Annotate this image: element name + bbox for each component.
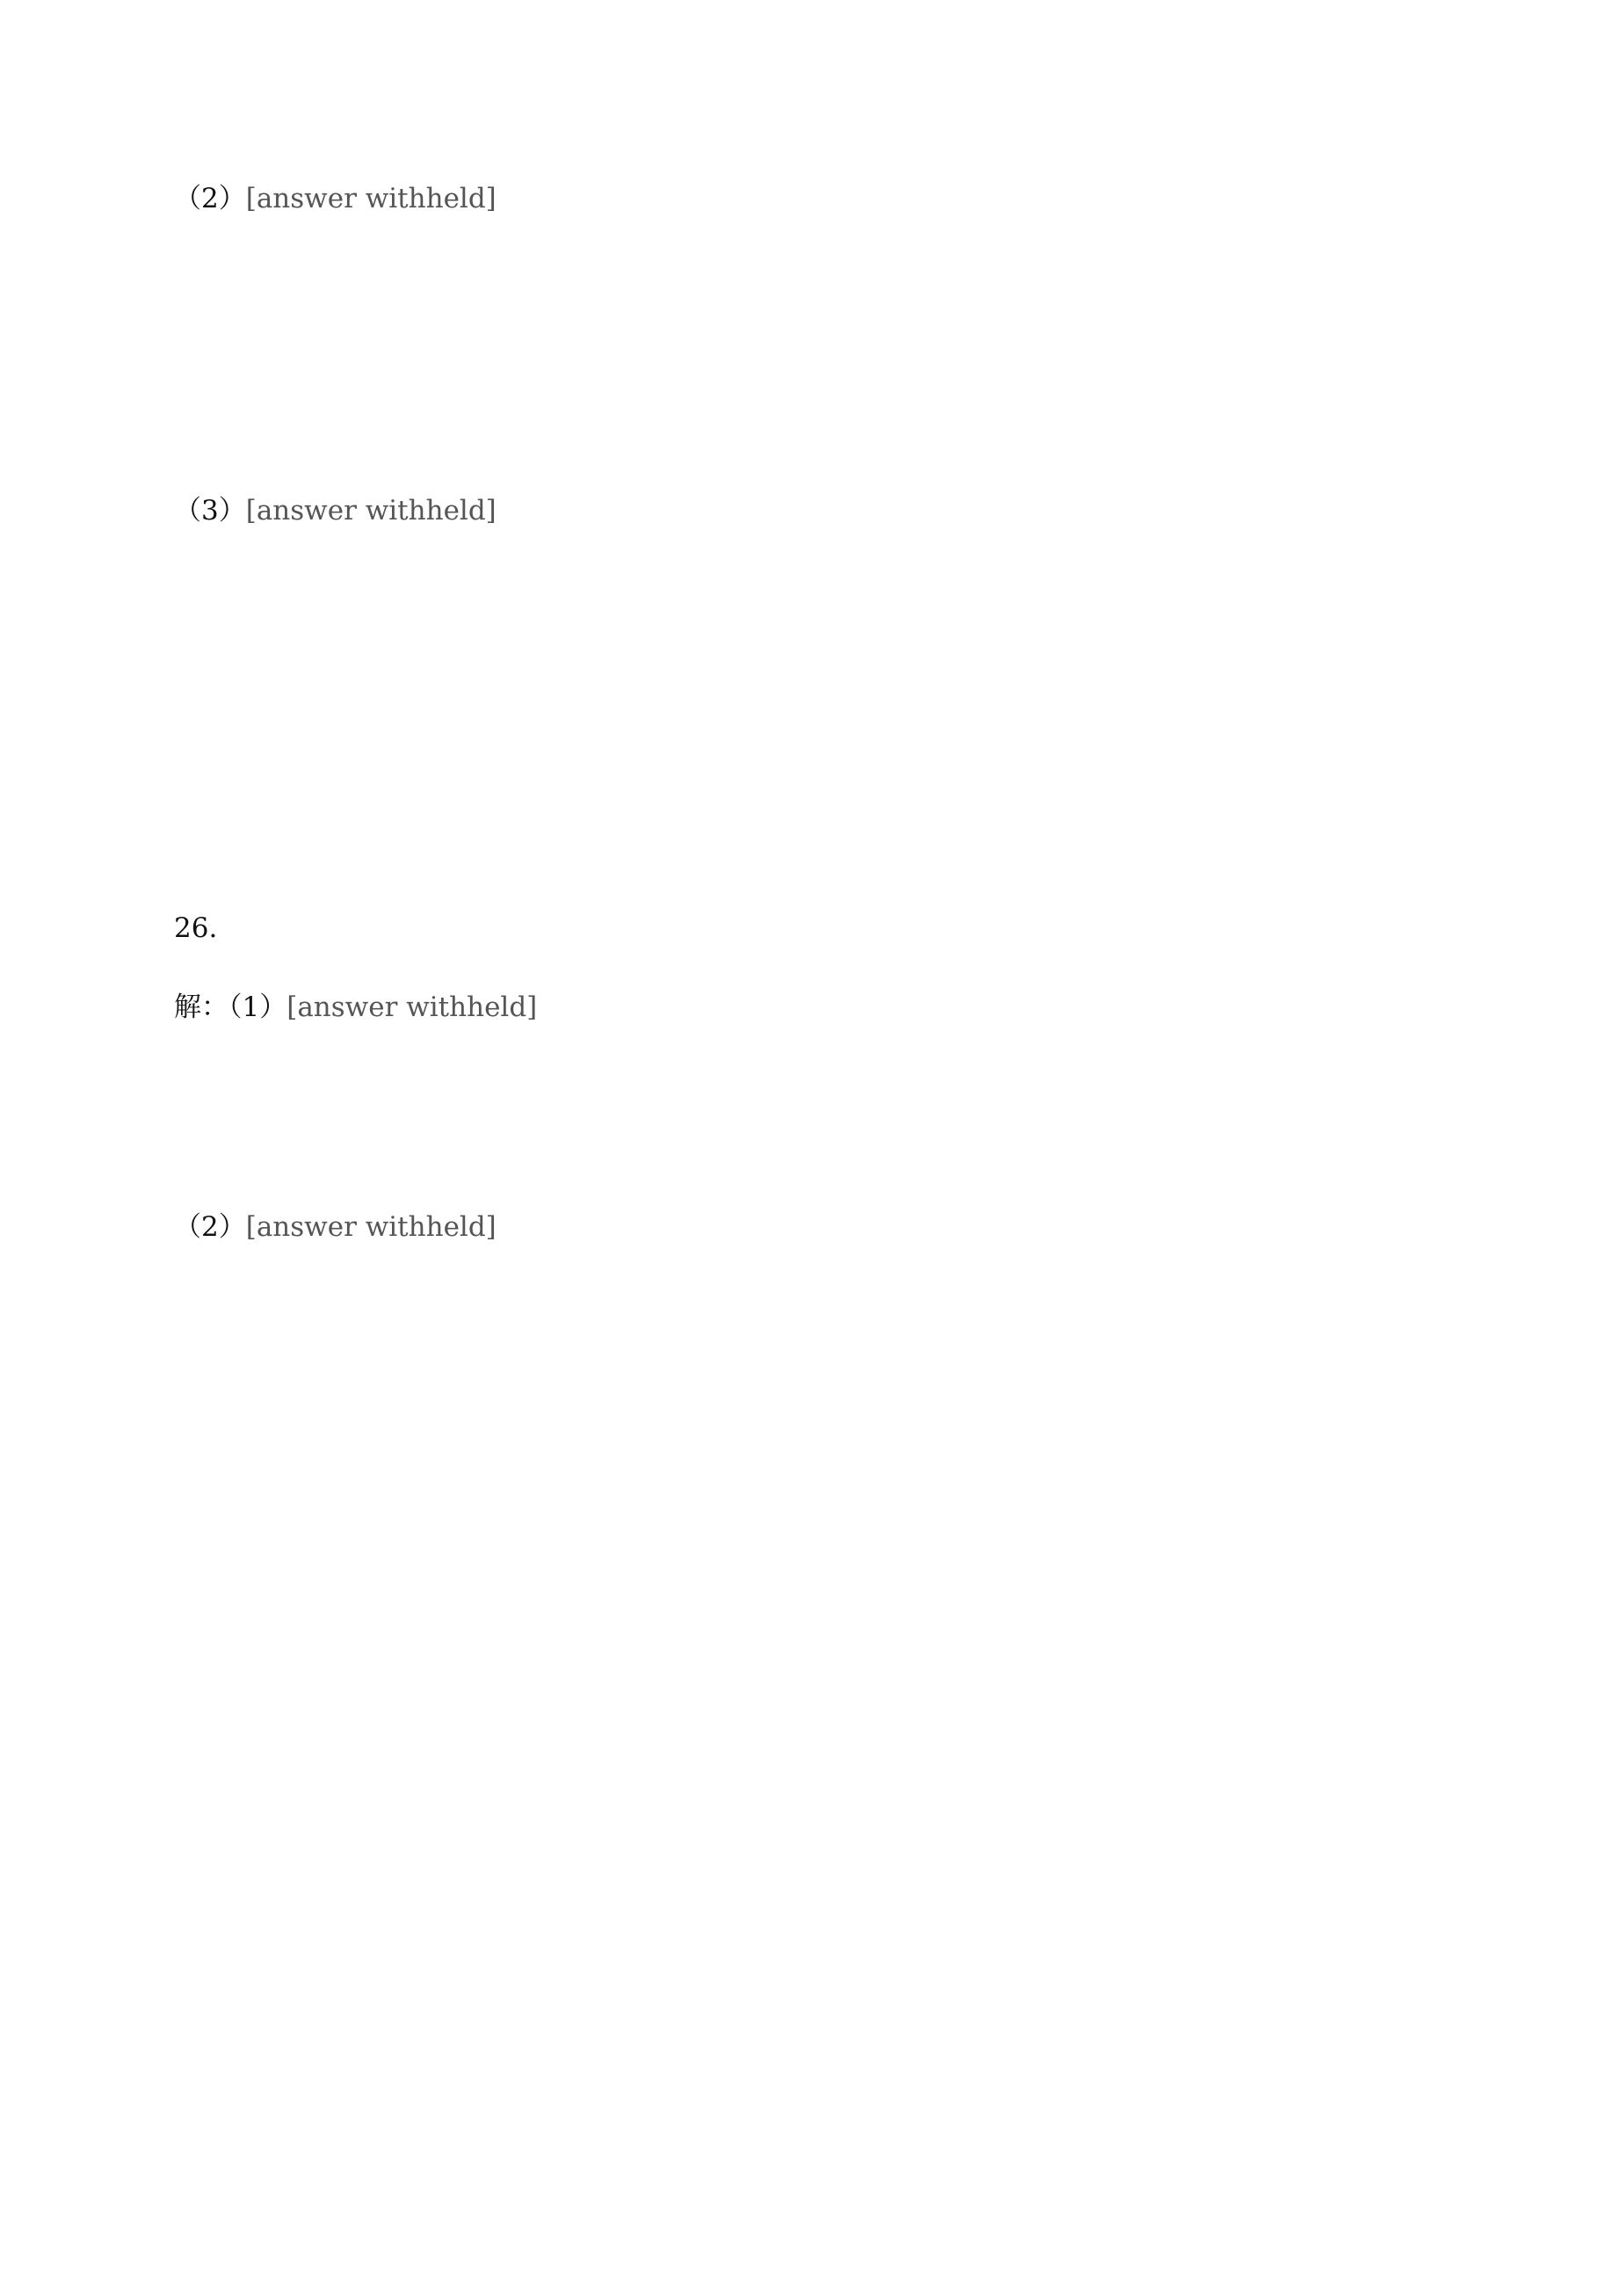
q26-number: 26. (174, 912, 218, 944)
q25-part2-label: （2） (174, 183, 246, 214)
q25-part2-answer-withheld: [answer withheld] (245, 183, 497, 214)
q25-part3-line (174, 492, 1457, 529)
q26-part2-label: （2） (174, 1211, 246, 1243)
q26-sol-label: 解： (174, 991, 228, 1023)
q25-part2-line (174, 180, 1457, 217)
q25-part3-label: （3） (174, 495, 246, 527)
q26-part2-answer-withheld: [answer withheld] (245, 1211, 497, 1243)
q26-part2-line (174, 1209, 1457, 1246)
q26-part1-line (174, 989, 1457, 1026)
q26-part1-label: （1） (228, 991, 287, 1023)
q26-part1-answer-withheld: [answer withheld] (286, 991, 538, 1023)
q25-part3-answer-withheld: [answer withheld] (245, 495, 497, 527)
